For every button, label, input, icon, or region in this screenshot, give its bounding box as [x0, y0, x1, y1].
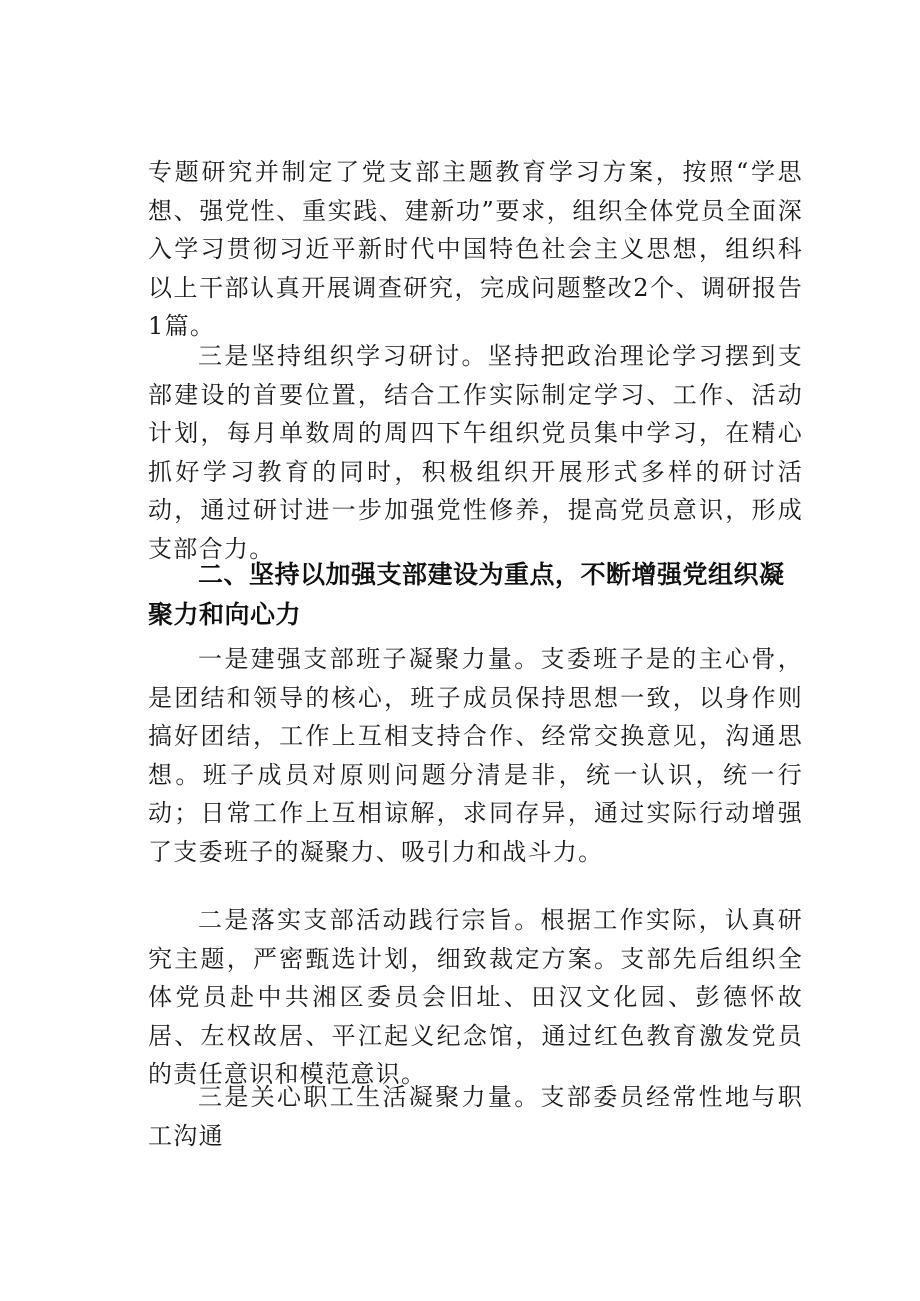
paragraph-team-cohesion: 一是建强支部班子凝聚力量。支委班子是的主心骨，是团结和领导的核心，班子成员保持思想一致，以身作则搞好团结，工作上互相支持合作、经常交换意见，沟通思想。班子成员对原则问题分清是非，统一认识，统一行动；日常工作上互相谅解，求同存异，通过实际行动增强了支委班子的凝聚力、吸引力和战斗力。	[148, 645, 803, 866]
paragraph-continuation: 专题研究并制定了党支部主题教育学习方案，按照“学思想、强党性、重实践、建新功”要求，组织全体党员全面深入学习贯彻习近平新时代中国特色社会主义思想，组织科以上干部认真开展调查研究，完成问题整改2个、调研报告1篇。	[148, 158, 803, 340]
paragraph-study-discussion: 三是坚持组织学习研讨。坚持把政治理论学习摆到支部建设的首要位置，结合工作实际制定学习、工作、活动计划，每月单数周的周四下午组织党员集中学习，在精心抓好学习教育的同时，积极组织开展形式多样的研讨活动，通过研讨进一步加强党性修养，提高党员意识，形成支部合力。	[148, 342, 803, 563]
paragraph-staff-care: 三是关心职工生活凝聚力量。支部委员经常性地与职工沟通	[148, 1083, 803, 1150]
paragraph-branch-activities: 二是落实支部活动践行宗旨。根据工作实际，认真研究主题，严密甄选计划，细致裁定方案。支部先后组织全体党员赴中共湘区委员会旧址、田汉文化园、彭德怀故居、左权故居、平江起义纪念馆，通过红色教育激发党员的责任意识和模范意识。	[148, 906, 803, 1088]
section-heading-branch-building: 二、坚持以加强支部建设为重点，不断增强党组织凝聚力和向心力	[148, 560, 785, 629]
